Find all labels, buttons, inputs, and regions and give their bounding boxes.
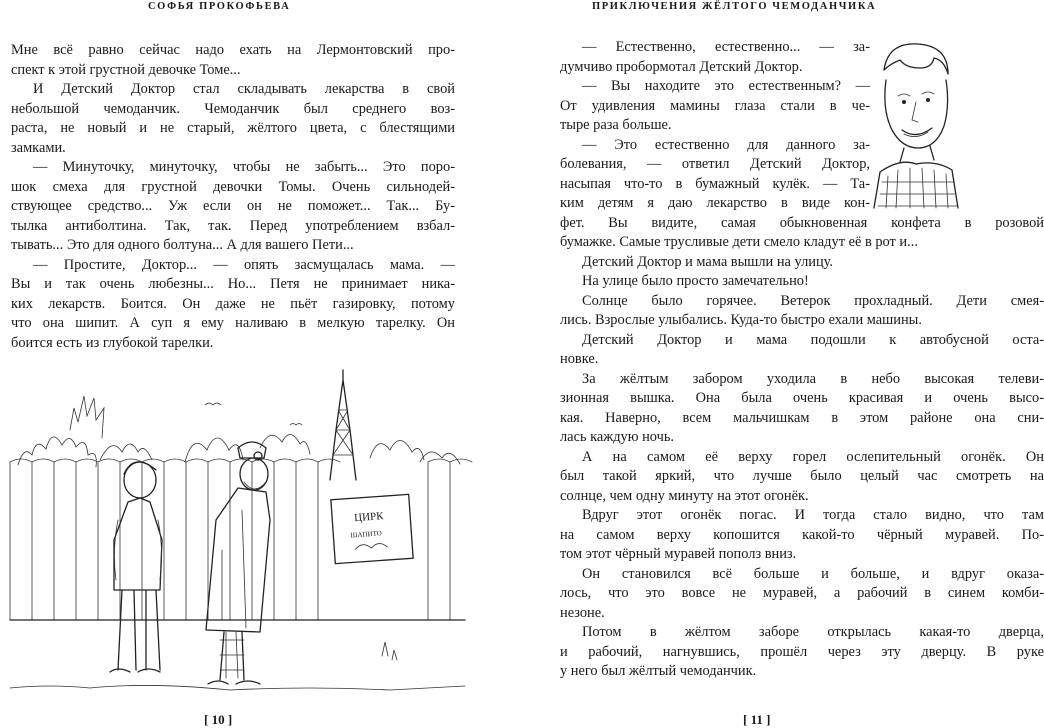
doctor-figure — [206, 442, 270, 684]
fence-plank — [230, 459, 252, 620]
text-line: фет. Вы видите, самая обыкновенная конфета в розовой — [560, 214, 1044, 231]
text-line: думчиво пробормотал Детский Доктор. — [560, 58, 803, 75]
fence-illustration — [10, 370, 465, 705]
text-line: незоне. — [560, 604, 605, 621]
text-line: Детский Доктор и мама вышли на улицу. — [582, 253, 834, 270]
text-line: болевания, — ответил Детский Доктор, — [560, 156, 870, 172]
fence-plank — [120, 459, 142, 620]
text-line: тыре раза больше. — [560, 117, 672, 133]
boy-figure — [110, 462, 162, 672]
page-number-right: [ 11 ] — [743, 712, 771, 727]
text-line: — Минуточку, минуточку, чтобы не забыть... Это поро- — [33, 159, 455, 175]
text-line: ким детям я даю лекарство в виде кон- — [560, 195, 870, 211]
text-line: лись. Взрослые улыбались. Куда-то быстро ехали машины. — [560, 312, 922, 328]
fence-plank — [98, 459, 120, 620]
text-line: А на самом её верху горел ослепительный огонёк. Он — [582, 448, 1044, 465]
text-line: ких лекарств. Боится. Он даже не пьёт газировку, потому — [11, 295, 455, 312]
text-line: Солнце было горячее. Ветерок прохладный. Дети смея- — [582, 292, 1044, 309]
fence-plank — [318, 459, 340, 620]
portrait-illustration — [864, 40, 960, 208]
fence-plank — [10, 459, 32, 620]
text-line: спект к этой грустной девочке Томе... — [11, 61, 241, 78]
fence-plank — [76, 459, 98, 620]
fence-plank — [32, 459, 54, 620]
text-line: Мне всё равно сейчас надо ехать на Лермонтовский про- — [11, 42, 455, 58]
right-page — [482, 0, 1044, 728]
fence-plank — [164, 459, 186, 620]
text-line: Потом в жёлтом заборе открылась какая-то дверца, — [582, 624, 1044, 640]
text-line: лось, что это вовсе не муравей, а рабочий в синем комби- — [560, 585, 1044, 601]
text-line: зионная вышка. Она была очень красивая и очень высо- — [560, 390, 1044, 406]
text-line: шок смеха для грустной девочки Томы. Очень сильнодей- — [11, 178, 455, 195]
text-line: на самом верху копошится какой-то чёрный муравей. По- — [560, 526, 1044, 543]
text-line: И Детский Доктор стал складывать лекарства в свой — [33, 81, 455, 97]
text-line: раста, не новый и не старый, жёлтого цвета, с блестящими — [11, 120, 455, 136]
text-line: лась каждую ночь. — [560, 429, 675, 445]
left-body-text — [11, 41, 455, 353]
text-line: что она шипит. А суп я ему наливаю в мелкую тарелку. Он — [11, 315, 455, 331]
text-line: и рабочий, нагнувшись, прошёл через эту дверцу. В руке — [560, 643, 1044, 660]
doctor-portrait-drawing — [864, 40, 960, 208]
text-line: За жёлтым забором уходила в небо высокая телеви- — [582, 370, 1044, 387]
right-body-text — [560, 38, 1044, 682]
text-line: кая. Наверно, всем мальчишкам в этом районе она сни- — [560, 409, 1044, 426]
text-line: — Простите, Доктор... — опять засмущалась мама. — — [33, 256, 455, 273]
text-line: новке. — [560, 351, 599, 367]
left-page — [0, 0, 482, 728]
text-line: небольшой чемоданчик. Чемоданчик был среднего воз- — [11, 100, 455, 117]
sign-subtitle: ШАПИТО — [350, 529, 383, 540]
page-number-left: [ 10 ] — [204, 712, 233, 727]
fence-plank — [296, 459, 318, 620]
fence-plank — [274, 459, 296, 620]
text-line: От удивления мамины глаза стали в че- — [560, 97, 870, 114]
text-line: На улице было просто замечательно! — [582, 273, 809, 289]
text-line: боится есть из глубокой тарелки. — [11, 334, 214, 351]
text-line: замками. — [11, 139, 66, 156]
text-line: ствующее средство... Уж если он не поможет... Так... Бу- — [11, 198, 455, 214]
text-line: тывать... Это для одного болтуна... А для вашего Пети... — [11, 237, 354, 253]
text-line: насыпая что-то в бумажный кулёк. — Та- — [560, 175, 870, 192]
running-head-title: ПРИКЛЮЧЕНИЯ ЖЁЛТОГО ЧЕМОДАНЧИКА — [592, 1, 877, 12]
fence-plank — [208, 459, 230, 620]
text-line: Вы и так очень любезны... Но... Петя не принимает ника- — [11, 276, 455, 292]
text-line: — Естественно, естественно... — за- — [582, 39, 870, 55]
text-line: Детский Доктор и мама подошли к автобусной оста- — [582, 331, 1044, 348]
text-line: том этот чёрный муравей пополз вниз. — [560, 546, 797, 562]
text-line: — Вы находите это естественным? — — [582, 78, 870, 94]
fence-plank — [54, 459, 76, 620]
text-line: — Это естественно для данного за- — [582, 136, 870, 153]
text-line: Вдруг этот огонёк погас. И тогда стало видно, что там — [582, 507, 1044, 523]
fence-drawing — [10, 370, 465, 705]
text-line: солнце, чем одну минуту на этот огонёк. — [560, 487, 809, 504]
text-line: бумажке. Самые трусливые дети смело кладут её в рот и... — [560, 234, 918, 250]
fence-plank — [428, 459, 450, 620]
fence-plank — [186, 459, 208, 620]
text-line: был такой яркий, что лучше было целый час смотреть на — [560, 468, 1044, 484]
text-line: у него был жёлтый чемоданчик. — [560, 663, 757, 679]
text-line: тылка антиболтина. Так, так. Перед употреблением взбал- — [11, 217, 455, 234]
running-head-author: СОФЬЯ ПРОКОФЬЕВА — [148, 1, 291, 12]
sign-title: ЦИРК — [353, 510, 384, 525]
text-line: Он становился всё больше и больше, и вдруг оказа- — [582, 565, 1044, 582]
fence-plank — [450, 459, 472, 620]
